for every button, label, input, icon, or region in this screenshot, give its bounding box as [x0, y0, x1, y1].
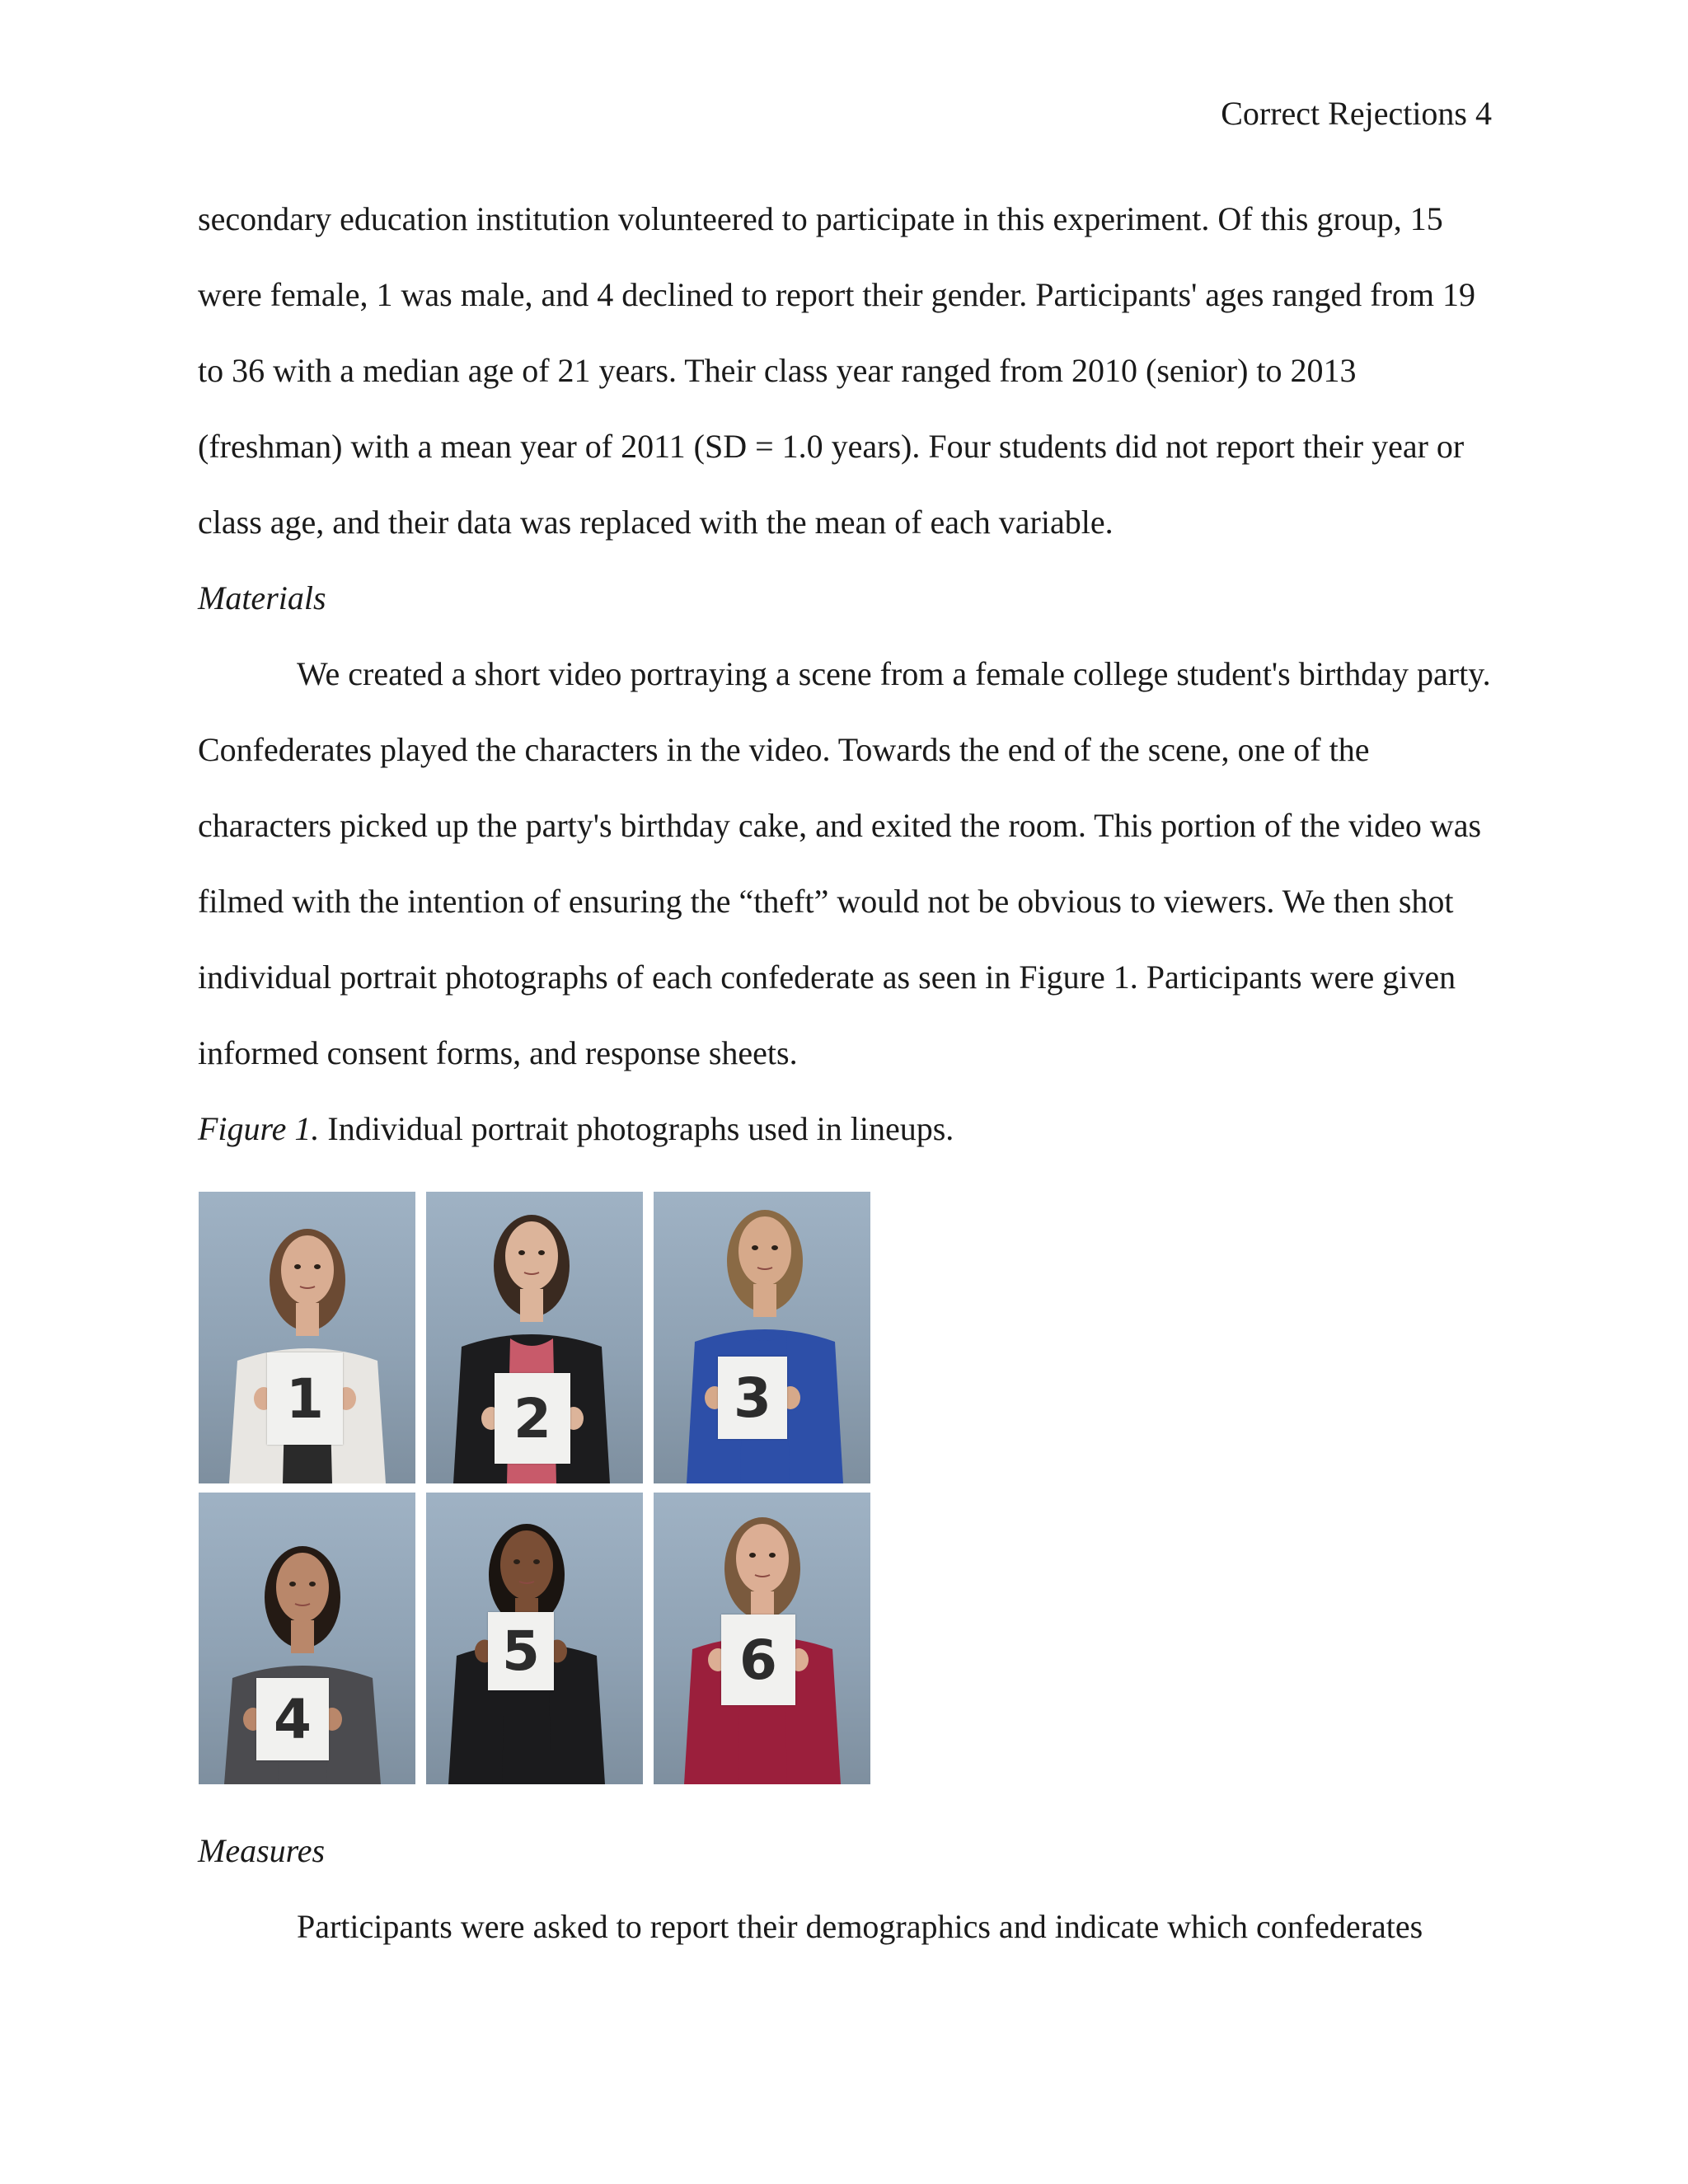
lineup-photo-3	[654, 1192, 870, 1483]
lineup-photo-1	[199, 1192, 415, 1483]
lineup-photo-4	[199, 1493, 415, 1784]
participants-paragraph: secondary education institution volunteered to participate in this experiment. Of this group, 15 were female, 1 was male, and 4 declined to report their gender. Participants' ages ranged from 19 to 36 with a median age of 21 years. Their class year ranged from 2010 (senior) to 2013 (freshman) with a mean year of 2011 (SD = 1.0 years). Four students did not report their year or class age, and their data was replaced with the mean of each variable.	[198, 200, 1475, 541]
number-sign: 1	[267, 1352, 343, 1445]
number-sign: 4	[256, 1678, 329, 1760]
main-text	[198, 181, 1500, 1167]
lineup-photo-5	[426, 1493, 643, 1784]
number-sign: 5	[488, 1612, 554, 1690]
portrait-figure	[654, 1192, 870, 1483]
running-head: Correct Rejections 4	[1221, 95, 1492, 132]
measures-section	[198, 1813, 1500, 1965]
lineup-photo-grid	[199, 1192, 874, 1785]
number-sign: 3	[718, 1357, 787, 1439]
figure-caption-text: Individual portrait photographs used in lineups.	[319, 1110, 954, 1147]
figure-caption	[198, 1091, 1500, 1167]
lineup-photo-2	[426, 1192, 643, 1483]
figure-label: Figure 1.	[198, 1110, 320, 1147]
materials-paragraph: We created a short video portraying a scene from a female college student's birthday party. Confederates played the characters in the video. Towards the end of the scene, one of the characters picked up the party's birthday cake, and exited the room. This portion of the video was filmed with the intention of ensuring the “theft” would not be obvious to viewers. We then shot individual portrait photographs of each confederate as seen in Figure 1. Participants were given informed consent forms, and response sheets.	[198, 655, 1491, 1071]
lineup-photo-6	[654, 1493, 870, 1784]
materials-heading: Materials	[198, 579, 326, 616]
measures-heading: Measures	[198, 1832, 326, 1869]
number-sign: 6	[721, 1615, 795, 1705]
measures-paragraph: Participants were asked to report their demographics and indicate which confederates	[297, 1908, 1423, 1945]
number-sign: 2	[495, 1373, 570, 1464]
